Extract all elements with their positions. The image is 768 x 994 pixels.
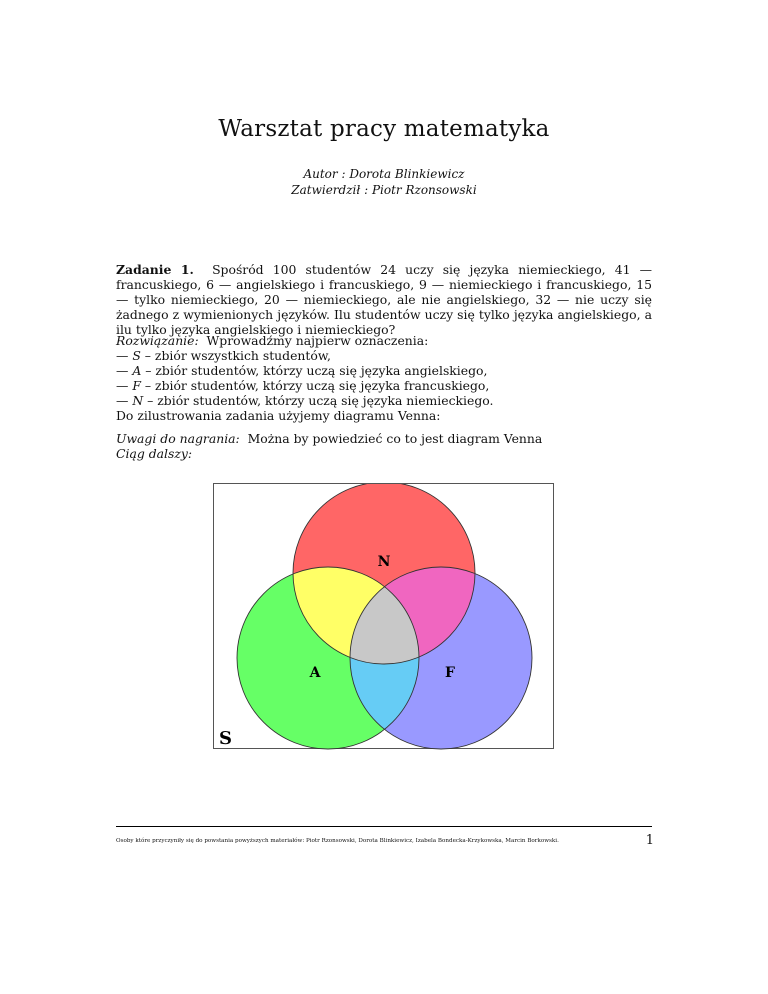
- definition-symbol: A: [132, 363, 142, 378]
- venn-diagram: [213, 483, 554, 749]
- definition-item: [116, 363, 652, 378]
- page-number: 1: [645, 833, 654, 848]
- solution-outro: Do zilustrowania zadania użyjemy diagramu Venna:: [116, 408, 441, 423]
- set-a-label: A: [309, 665, 321, 681]
- definition-text: – zbiór studentów, którzy uczą się języka niemieckiego.: [147, 393, 494, 408]
- footer-rule: [116, 826, 652, 827]
- definition-text: – zbiór studentów, którzy uczą się języka angielskiego,: [145, 363, 488, 378]
- continuation-label: Ciąg dalszy:: [116, 446, 193, 461]
- solution-intro-line: [116, 333, 652, 348]
- solution-label: Rozwiązanie:: [116, 333, 199, 348]
- task-label: Zadanie 1.: [116, 262, 194, 277]
- definition-dash: —: [116, 378, 129, 393]
- definition-item: [116, 393, 652, 408]
- solution-block: [116, 333, 652, 423]
- definition-symbol: S: [132, 348, 141, 363]
- set-f-label: F: [445, 665, 455, 681]
- approver-line: Zatwierdził : Piotr Rzonsowski: [291, 183, 477, 197]
- definition-item: [116, 348, 652, 363]
- venn-svg: [214, 484, 555, 750]
- set-n-label: N: [377, 554, 391, 570]
- document-title: Warsztat pracy matematyka: [218, 116, 550, 142]
- definition-dash: —: [116, 393, 129, 408]
- recording-label: Uwagi do nagrania:: [116, 431, 240, 446]
- recording-text: Można by powiedzieć co to jest diagram Venna: [247, 431, 543, 446]
- definition-symbol: N: [132, 393, 144, 408]
- task-paragraph: [116, 262, 652, 337]
- definition-dash: —: [116, 348, 129, 363]
- authors-block: [0, 166, 768, 198]
- definition-text: – zbiór wszystkich studentów,: [144, 348, 331, 363]
- definition-symbol: F: [132, 378, 141, 393]
- definition-text: – zbiór studentów, którzy uczą się języka francuskiego,: [144, 378, 490, 393]
- set-s-label: S: [219, 728, 232, 749]
- notes-block: [116, 431, 652, 461]
- definition-item: [116, 378, 652, 393]
- author-line: Autor : Dorota Blinkiewicz: [303, 167, 465, 181]
- definition-dash: —: [116, 363, 129, 378]
- task-text: Spośród 100 studentów 24 uczy się języka niemieckiego, 41 — francuskiego, 6 — angielskiego i francuskiego, 9 — niemieckiego i francuskiego, 15 — tylko niemieckiego, 20 — niemieckiego, ale nie angielskiego, 32 — nie uczy się żadnego z wymienionych języków. Ilu studentów uczy się tylko języka angielskiego, a ilu tylko języka angielskiego i niemieckiego?: [116, 262, 652, 337]
- solution-intro: Wprowadźmy najpierw oznaczenia:: [206, 333, 429, 348]
- recording-note-line: [116, 431, 652, 446]
- footer-contributors: Osoby które przyczyniły się do powstania powyższych materiałów: Piotr Rzonsowski, Dorota Blinkiewicz, Izabela Bondecka-Krzykowska, Marcin Borkowski.: [116, 838, 559, 844]
